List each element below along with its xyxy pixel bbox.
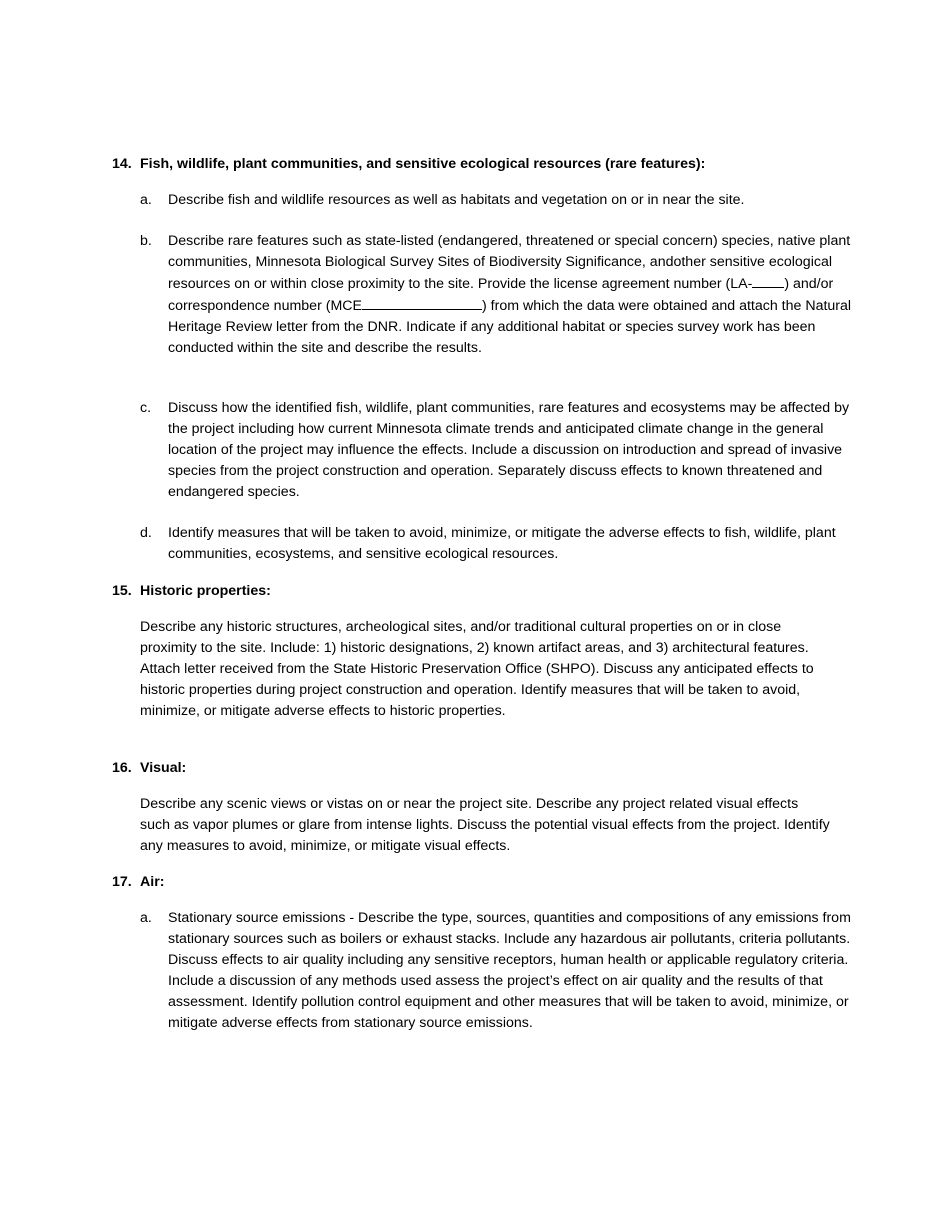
item-letter: c. (140, 400, 152, 416)
item-text-part-3: ) from which the data were obtained and attach the Natural Heritage Review letter from the DNR. Indicate if any additional habitat or species survey work has been conducted within the site and describe the results. (168, 298, 852, 356)
section-14-number: 14. (112, 156, 132, 172)
section-14-item-a (140, 190, 862, 211)
item-text: Describe fish and wildlife resources as well as habitats and vegetation on or in near the site. (168, 192, 745, 208)
section-15-title: Historic properties: (140, 583, 271, 599)
section-17-number: 17. (112, 874, 132, 890)
item-text-part-1: Describe rare features such as state-listed (endangered, threatened or special concern) species, native plant communities, Minnesota Biological Survey Sites of Biodiversity Significance, andother sensitive ecological resources on or within close proximity to the site. Provide the license agreement number (LA- (168, 233, 851, 292)
item-letter: a. (140, 192, 152, 208)
item-letter: b. (140, 233, 152, 249)
section-15-heading (112, 581, 271, 602)
section-17-item-a (140, 908, 862, 1034)
item-letter: a. (140, 910, 152, 926)
item-letter: d. (140, 525, 152, 541)
section-14-item-b (140, 231, 862, 359)
section-17-title: Air: (140, 874, 165, 890)
license-agreement-blank[interactable] (752, 273, 784, 288)
section-16-text: Describe any scenic views or vistas on or near the project site. Describe any project related visual effects such as vapor plumes or glare from intense lights. Discuss the potential visual effects from the project. Identify any measures to avoid, minimize, or mitigate visual effects. (140, 796, 830, 854)
section-15-number: 15. (112, 583, 132, 599)
section-14-title: Fish, wildlife, plant communities, and sensitive ecological resources (rare features): (140, 156, 706, 172)
section-14-item-d (140, 523, 862, 565)
item-text-part-2: ) and/or correspondence number (MCE (168, 276, 834, 314)
item-text: Stationary source emissions - Describe the type, sources, quantities and compositions of any emissions from stationary sources such as boilers or exhaust stacks. Include any hazardous air pollutants, criteria pollutants. Discuss effects to air quality including any sensitive receptors, human health or applicable regulatory criteria. Include a discussion of any methods used assess the project’s effect on air quality and the results of that assessment. Identify pollution control equipment and other measures that will be taken to avoid, minimize, or mitigate adverse effects from stationary source emissions. (168, 910, 851, 1031)
section-14-heading (112, 154, 705, 175)
section-16-title: Visual: (140, 760, 187, 776)
section-15-text: Describe any historic structures, archeological sites, and/or traditional cultural properties on or in close proximity to the site. Include: 1) historic designations, 2) known artifact areas, and 3) architectural features. Attach letter received from the State Historic Preservation Office (SHPO). Discuss any anticipated effects to historic properties during project construction and operation. Identify measures that will be taken to avoid, minimize, or mitigate adverse effects to historic properties. (140, 619, 814, 719)
correspondence-number-blank[interactable] (362, 295, 482, 310)
section-16-number: 16. (112, 760, 132, 776)
item-text: Identify measures that will be taken to avoid, minimize, or mitigate the adverse effects to fish, wildlife, plant communities, ecosystems, and sensitive ecological resources. (168, 525, 836, 562)
item-text (168, 231, 862, 359)
section-17-heading (112, 872, 164, 893)
item-text: Discuss how the identified fish, wildlife, plant communities, rare features and ecosystems may be affected by the project including how current Minnesota climate trends and anticipated climate change in the general location of the project may influence the effects. Include a discussion on introduction and spread of invasive species from the project construction and operation. Separately discuss effects to known threatened and endangered species. (168, 400, 850, 500)
section-14-item-c (140, 398, 862, 503)
section-16-heading (112, 758, 186, 779)
